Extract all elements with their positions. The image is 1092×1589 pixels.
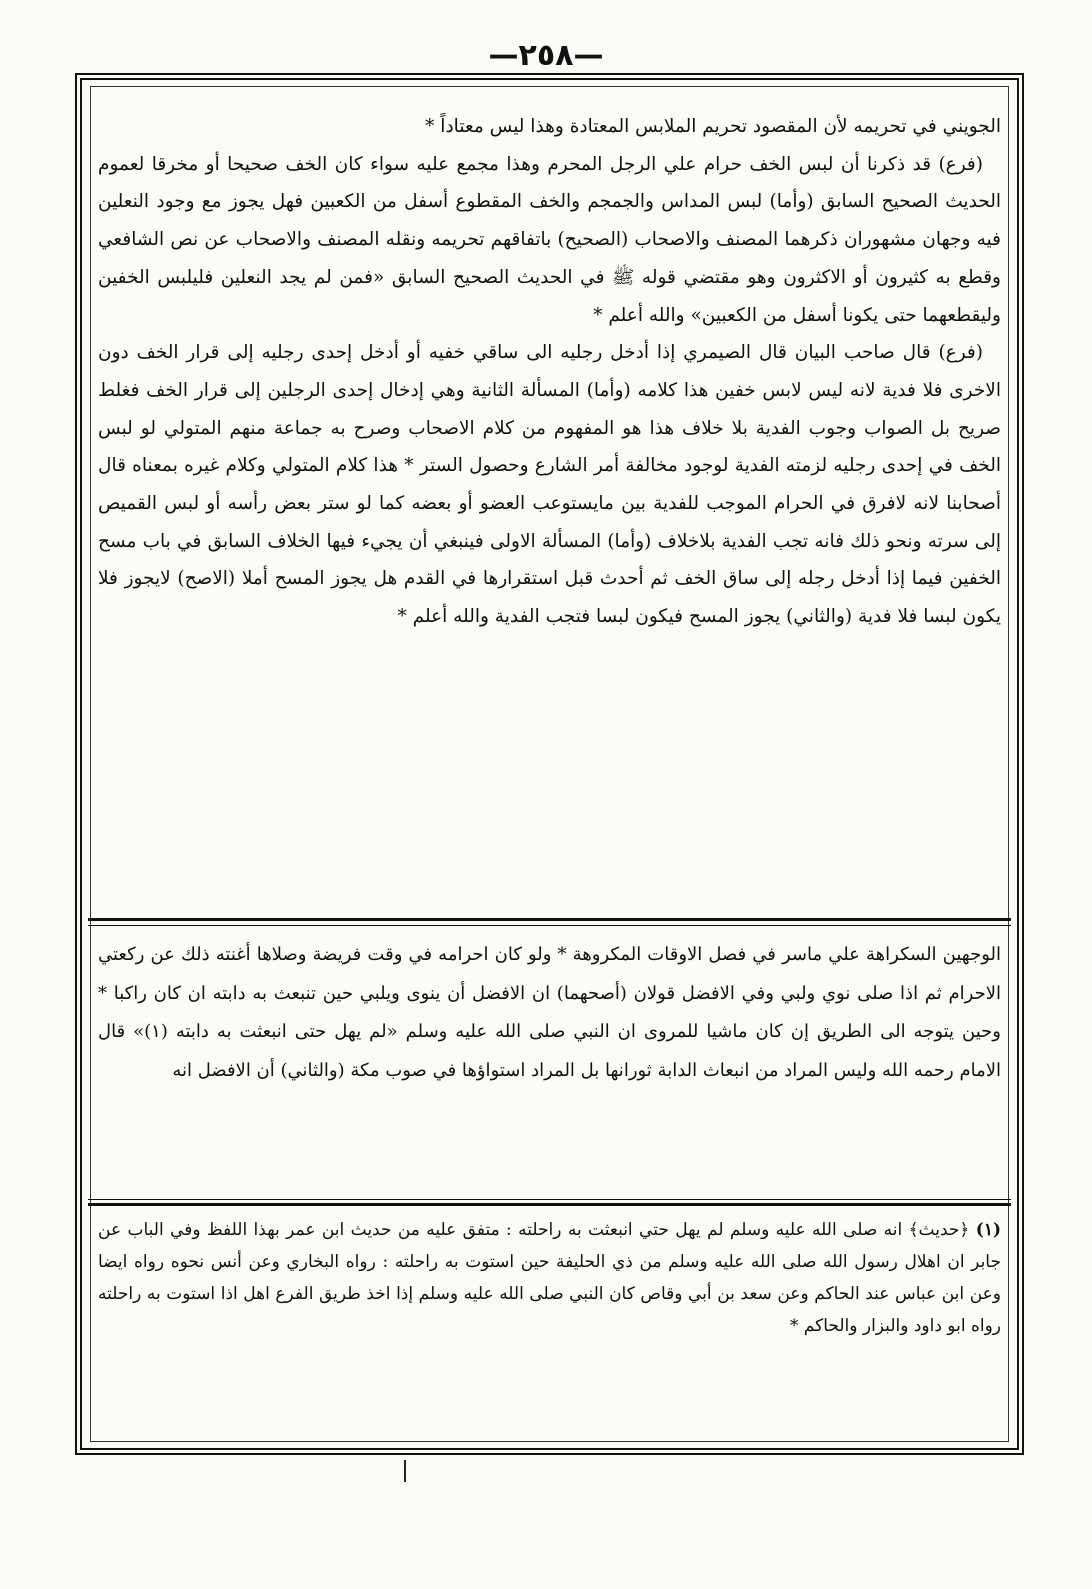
footnote-marker: (١)	[975, 1220, 1001, 1240]
section-divider	[88, 918, 1011, 921]
footnote-paragraph	[98, 1214, 1001, 1342]
footnote	[98, 1214, 1001, 1434]
main-paragraph-2: (فرع) قد ذكرنا أن لبس الخف حرام علي الرجل المحرم وهذا مجمع عليه سواء كان الخف صحيحا أو مخرقا لعموم الحديث الصحيح السابق (وأما) لبس المداس والجمجم والخف المقطوع أسفل من الكعبين فهل يجوز مع وجود النعلين فيه وجهان مشهوران ذكرهما المصنف والاصحاب (الصحيح) باتفاقهم تحريمه ونقله المصنف والاصحاب عن نص الشافعي وقطع به كثيرون أو الاكثرون وهو مقتضي قوله ﷺ في الحديث الصحيح السابق «فمن لم يجد النعلين فليلبس الخفين وليقطعهما حتى يكونا أسفل من الكعبين» والله أعلم *	[98, 153, 1001, 326]
secondary-paragraph: الوجهين السكراهة علي ماسر في فصل الاوقات المكروهة * ولو كان احرامه في وقت فريضة وصلاها أغنته ذلك عن ركعتي الاحرام ثم اذا صلى نوي ولبي وفي الافضل قولان (أصحهما) ان الافضل أن ينوى ويلبي حين تنبعث به دابته ان كان راكبا * وحين يتوجه الى الطريق إن كان ماشيا للمروى ان النبي صلى الله عليه وسلم «لم يهل حتى انبعثت به دابته (١)» قال الامام رحمه الله وليس المراد من انبعاث الدابة ثورانها بل المراد استواؤها في صوب مكة (والثاني) أن الافضل انه	[98, 944, 1001, 1081]
main-text	[98, 108, 1001, 898]
main-paragraph-1: الجويني في تحريمه لأن المقصود تحريم الملابس المعتادة وهذا ليس معتاداً *	[425, 116, 1001, 137]
secondary-text	[98, 936, 1001, 1236]
main-paragraph-3: (فرع) قال صاحب البيان قال الصيمري إذا أدخل رجليه الى ساقي خفيه أو أدخل إحدى رجليه إلى قرار الخف دون الاخرى فلا فدية لانه ليس لابس خفين هذا كلامه (وأما) المسألة الثانية وهي إدخال إحدى الرجلين إلى قرار الخف فغلط صريح بل الصواب وجوب الفدية بلا خلاف هذا هو المفهوم من كلام الاصحاب وصرح به جماعة منهم المتولي لو لبس الخف في إحدى رجليه لزمته الفدية لوجود مخالفة أمر الشارع وحصول الستر * هذا كلام المتولي وكلام غيره بمعناه قال أصحابنا لانه لافرق في الحرام الموجب للفدية بين مايستوعب العضو أو بعضه كما لو ستر بعض رأسه أو لبس القميص إلى سرته ونحو ذلك فانه تجب الفدية بلاخلاف (وأما) المسألة الاولى فينبغي أن يجيء فيها الخلاف السابق في باب مسح الخفين فيما إذا أدخل رجله إلى ساق الخف ثم أحدث قبل استقرارها في القدم هل يجوز المسح أملا (الاصح) لايجوز فلا يكون لبسا فلا فدية (والثاني) يجوز المسح فيكون لبسا فتجب الفدية والله أعلم *	[98, 342, 1001, 628]
footnote-divider	[88, 1199, 1011, 1200]
footnote-text: ﴿حديث﴾ انه صلى الله عليه وسلم لم يهل حتي انبعثت به راحلته : متفق عليه من حديث ابن عمر بهذا اللفظ وفي الباب عن جابر ان اهلال رسول الله صلى الله عليه وسلم من ذي الحليفة حين استوت به راحلته : رواه البخاري وعن أنس نحوه رواه ايضا وعن ابن عباس عند الحاكم وعن سعد بن أبي وقاص كان النبي صلى الله عليه وسلم إذا اخذ طريق الفرع اهل اذا استوت به راحلته رواه ابو داود والبزار والحاكم *	[98, 1220, 1001, 1336]
page-frame	[80, 78, 1019, 1450]
page-number: —٢٥٨—	[488, 38, 604, 73]
bottom-stray-mark	[404, 1460, 406, 1482]
